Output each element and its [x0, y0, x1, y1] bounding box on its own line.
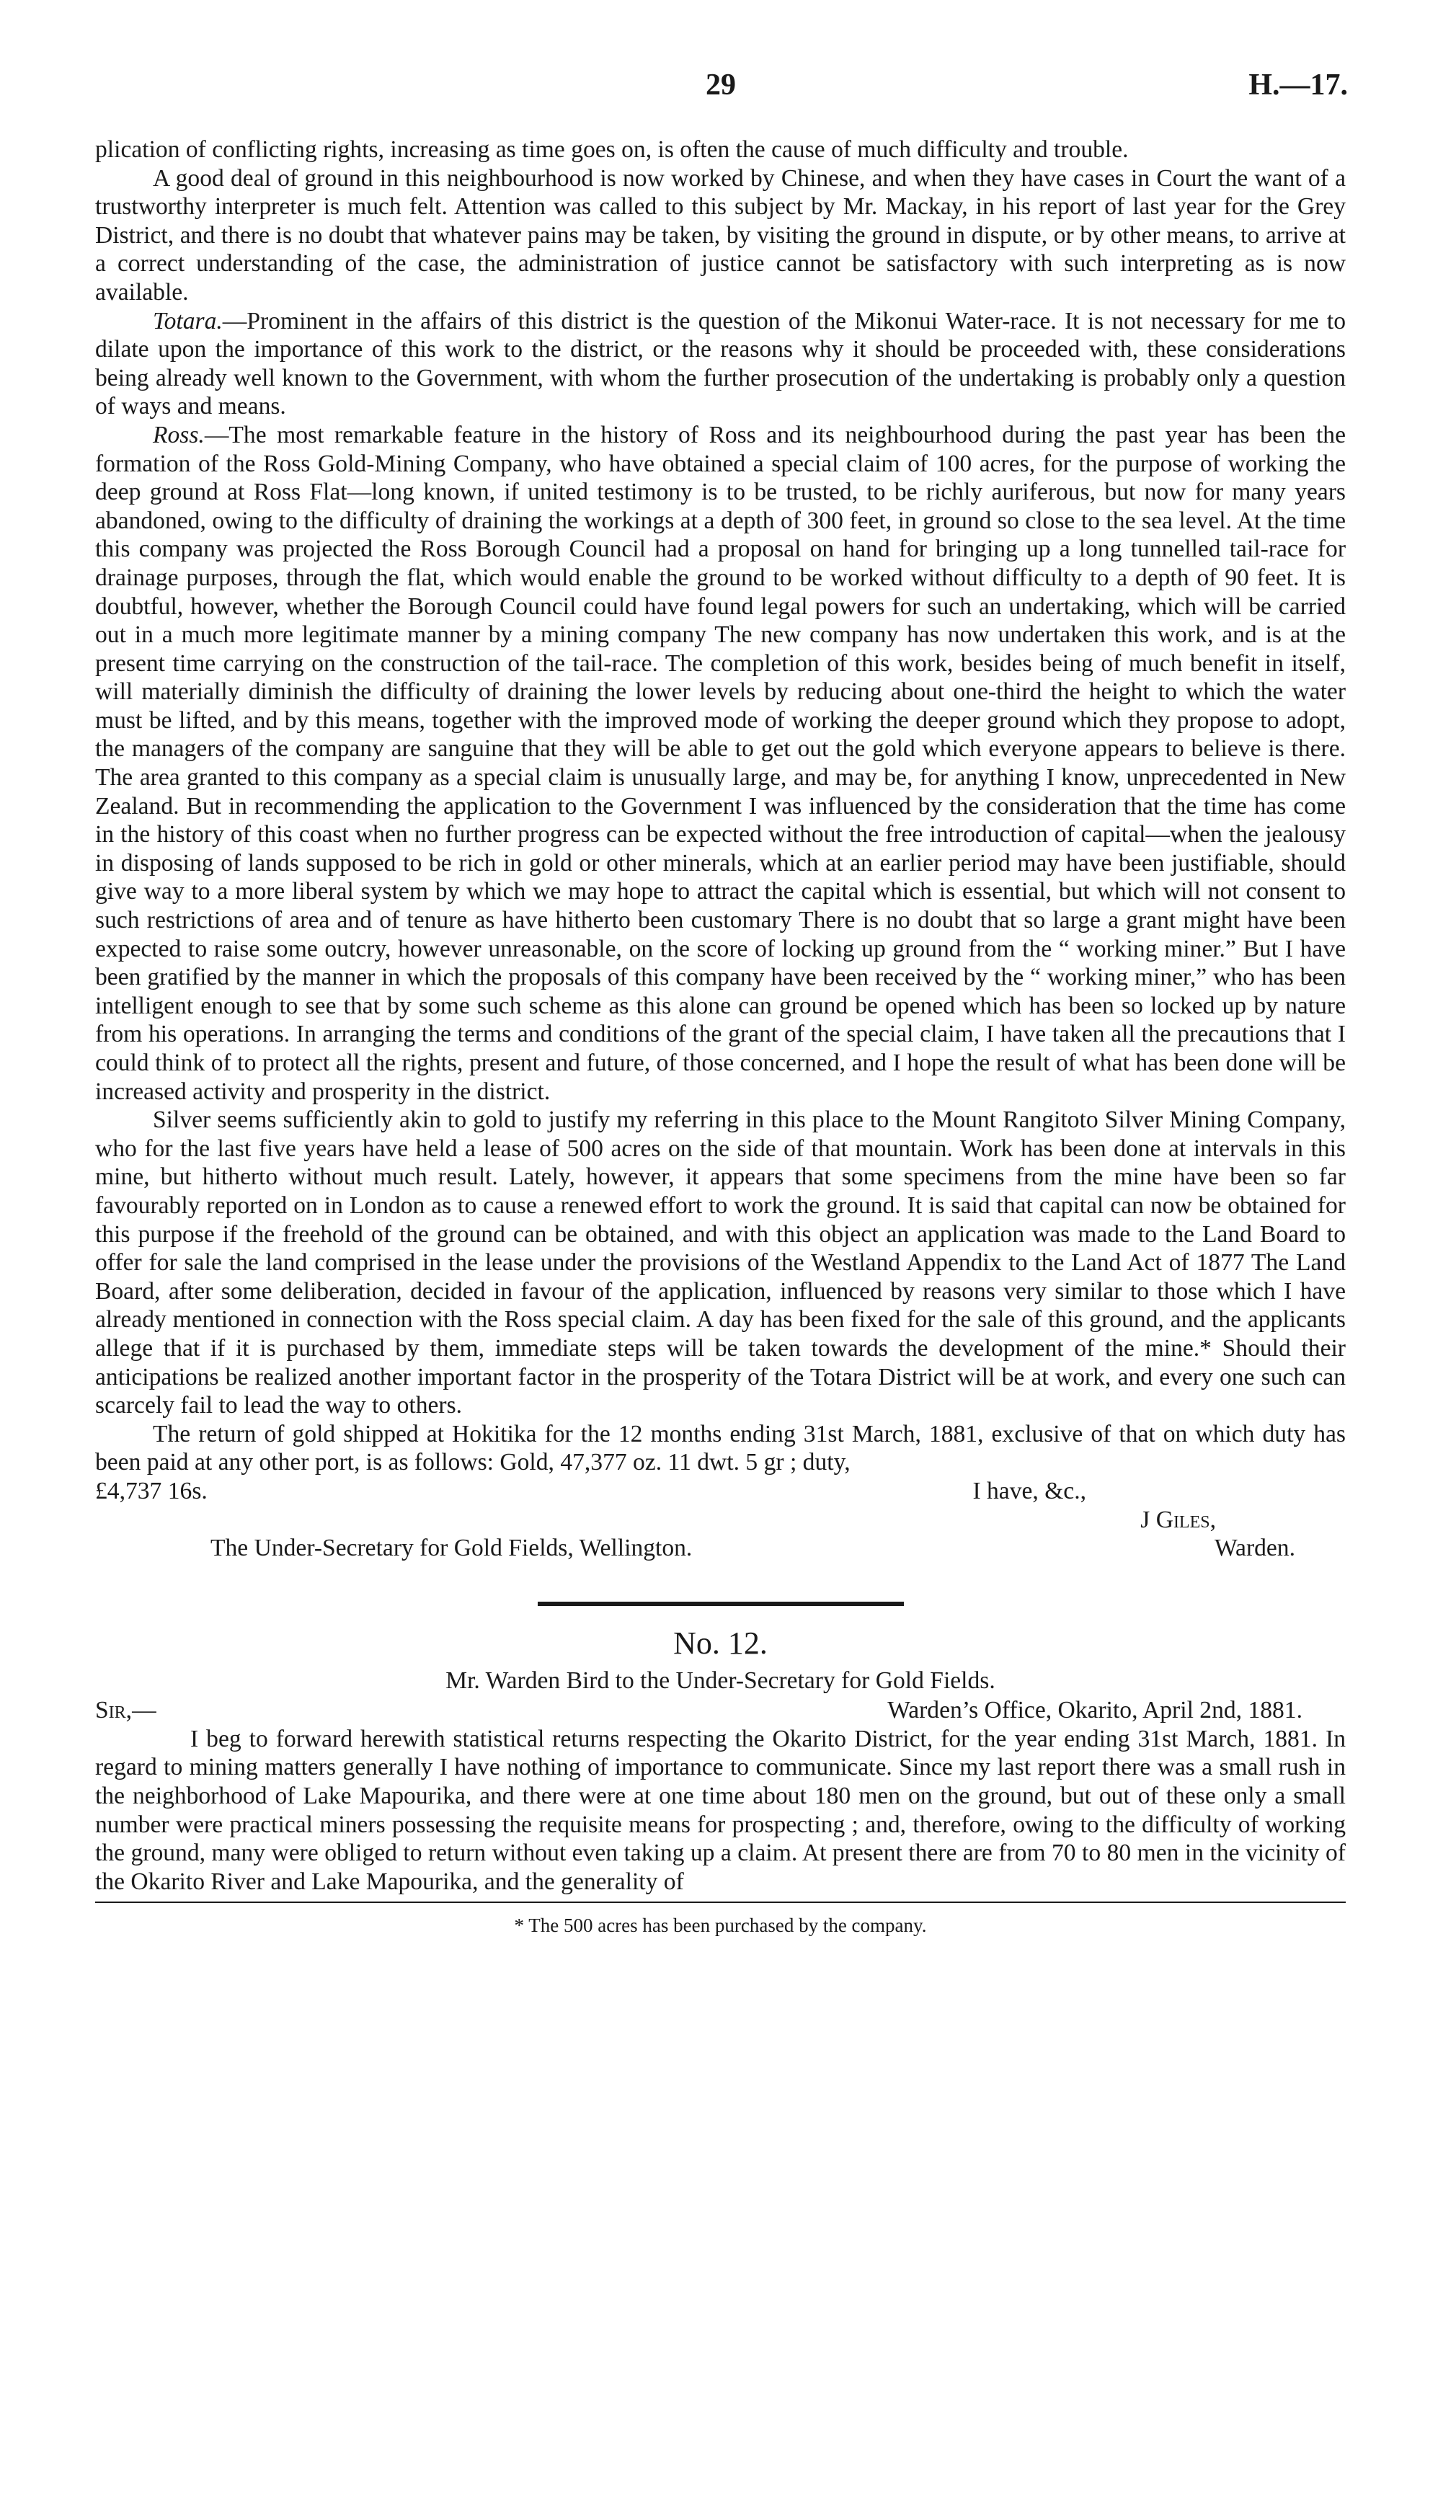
letter-header-row	[95, 1696, 1346, 1725]
paragraph-ross-text: —The most remarkable feature in the history of Ross and its neighbourhood during the past year has been the formation of the Ross Gold-Mining Company, who have obtained a special claim of 100 acres, for the purpose of working the deep ground at Ross Flat—long known, if united testimony is to be trusted, to be richly auriferous, but now for many years abandoned, owing to the difficulty of draining the workings at a depth of 300 feet, in ground so close to the sea level. At the time this company was projected the Ross Borough Council had a proposal on hand for bringing up a long tunnelled tail-race for drainage purposes, through the flat, which would enable the ground to be worked without difficulty to a depth of 90 feet. It is doubtful, however, whether the Borough Council could have found legal powers for such an undertaking, which will be carried out in a much more legitimate manner by a mining company The new company has now undertaken this work, and is at the present time carrying on the construction of the tail-race. The completion of this work, besides being of much benefit in itself, will materially diminish the difficulty of draining the lower levels by reducing about one-third the height to which the water must be lifted, and by this means, together with the improved mode of working the deeper ground which they propose to adopt, the managers of the company are sanguine that they will be able to get out the gold which everyone appears to believe is there. The area granted to this company as a special claim is unusually large, and may be, for anything I know, unprecedented in New Zealand. But in recommending the application to the Government I was influenced by the consideration that the time has come in the history of this coast when no further progress can be expected without the free introduction of capital—when the jealousy in disposing of lands supposed to be rich in gold or other minerals, which at an earlier period may have been justifiable, should give way to a more liberal system by which we may hope to attract the capital which is essential, but which will not consent to such restrictions of area and of tenure as have hitherto been customary There is no doubt that so large a grant might have been expected to raise some outcry, however unreasonable, on the score of locking up ground from the “ working miner.” But I have been gratified by the manner in which the proposals of this company have been received by the “ working miner,” who has been intelligent enough to see that by some such scheme as this alone can ground be opened which has been so locked up by nature from his operations. In arranging the terms and conditions of the grant of the special claim, I have taken all the precautions that I could think of to protect all the rights, present and future, of those concerned, and I hope the result of what has been done will be increased activity and prosperity in the district.	[95, 421, 1346, 1105]
letter12-body: I beg to forward herewith statistical returns respecting the Okarito District, for the year ending 31st March, 1881. In regard to mining matters generally I have nothing of importance to communicate. Since my last report there was a small rush in the neighborhood of Lake Mapourika, and there were at one time about 180 men on the ground, but out of these only a small number were practical miners possessing the requisite means for prospecting ; and, therefore, owing to the difficulty of working the ground, many were obliged to return without even taking up a claim. At present there are from 70 to 80 men in the vicinity of the Okarito River and Lake Mapourika, and the generality of	[95, 1725, 1346, 1895]
letter-subtitle: Mr. Warden Bird to the Under-Secretary for Gold Fields.	[445, 1667, 995, 1694]
section-divider	[95, 1602, 1346, 1606]
paragraph-totara	[95, 307, 1346, 421]
letter-number: No. 12.	[673, 1625, 768, 1661]
section-lead-ross: Ross.	[153, 421, 205, 448]
page-header	[94, 68, 1348, 111]
page-number: 29	[706, 68, 736, 102]
place-date: Warden’s Office, Okarito, April 2nd, 1881.	[887, 1697, 1302, 1724]
document-code: H.—17.	[1248, 68, 1348, 102]
duty-amount: £4,737 16s.	[95, 1477, 208, 1504]
footnote: * The 500 acres has been purchased by the company.	[514, 1915, 927, 1937]
page-body	[95, 136, 1346, 1938]
salutation: Sir,—	[95, 1697, 156, 1724]
paragraph-totara-text: —Prominent in the affairs of this district is the question of the Mikonui Water-race. It is not necessary for me to dilate upon the importance of this work to the district, or the reasons why it should be proceeded with, these considerations being already well known to the Government, with whom the further prosecution of the undertaking is probably only a question of ways and means.	[95, 307, 1346, 420]
footnote-rule	[95, 1902, 1346, 1903]
signature-title: Warden.	[1215, 1535, 1295, 1562]
paragraph-silver: Silver seems sufficiently akin to gold to justify my referring in this place to the Mount Rangitoto Silver Mining Company, who for the last five years have held a lease of 500 acres on the side of that mountain. Work has been done at intervals in this mine, but hitherto without much result. Lately, however, it appears that some specimens from the mine have been so far favourably reported on in London as to cause a renewed effort to work the ground. It is said that capital can now be obtained for this purpose if the freehold of the ground can be obtained, and with this object an application was made to the Land Board to offer for sale the land comprised in the lease under the provisions of the Westland Appendix to the Land Act of 1877 The Land Board, after some deliberation, decided in favour of the application, influenced by reasons very similar to those which I have already mentioned in connection with the Ross special claim. A day has been fixed for the sale of this ground, and the applicants allege that if it is purchased by them, immediate steps will be taken towards the development of the mine.* Should their anticipations be realized another important factor in the prosperity of the Totara District will be at work, and every one such can scarcely fail to lead the way to others.	[95, 1106, 1346, 1419]
paragraph-chinese-interpreter: A good deal of ground in this neighbourhood is now worked by Chinese, and when they have cases in Court the want of a trustworthy interpreter is much felt. Attention was called to this subject by Mr. Mackay, in his report of last year for the Grey District, and there is no doubt that whatever pains may be taken, by visiting the ground in dispute, or by other means, to arrive at a correct understanding of the case, the administration of justice cannot be satisfactory with such interpreting as is now available.	[95, 164, 1346, 306]
section-lead-totara: Totara.	[153, 307, 223, 334]
signature-addressee-row	[95, 1534, 1346, 1563]
paragraph-ross	[95, 421, 1346, 1106]
addressee: The Under-Secretary for Gold Fields, Wellington.	[210, 1535, 693, 1562]
signature-name: J Giles,	[1140, 1506, 1216, 1533]
paragraph-continuation: plication of conflicting rights, increasing as time goes on, is often the cause of much difficulty and trouble.	[95, 136, 1129, 163]
divider-rule	[538, 1602, 904, 1606]
signature-closing: I have, &c.,	[972, 1477, 1086, 1504]
signature-closing-row	[95, 1477, 1346, 1506]
paragraph-gold-return: The return of gold shipped at Hokitika for the 12 months ending 31st March, 1881, exclusive of that on which duty has been paid at any other port, is as follows: Gold, 47,377 oz. 11 dwt. 5 gr ; duty,	[95, 1420, 1346, 1476]
